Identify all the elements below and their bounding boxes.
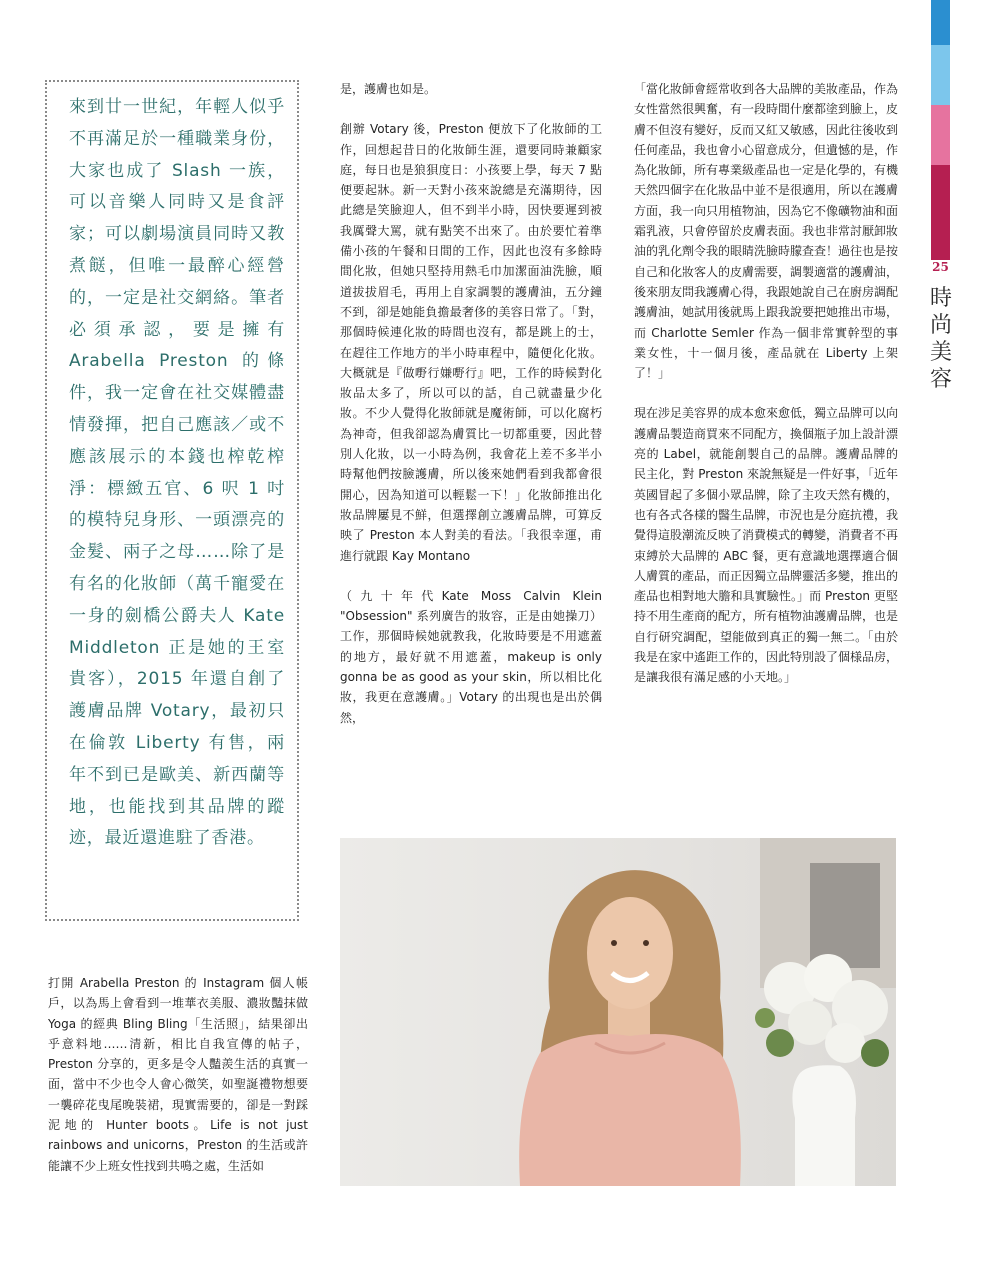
article-paragraph: （九十年代Kate Moss Calvin Klein "Obsession" 系列廣告的妝容，正是由她操刀）工作，那個時候她就教我，化妝時要是不用遮蓋的地方，最好就不用遮蓋，makeup is only gonna be as good as your skin，所以相比化妝，我更在意護膚。」Votary 的出現也是出於偶然， — [340, 588, 602, 725]
color-tab-red — [931, 165, 950, 260]
color-tab-pink — [931, 105, 950, 165]
article-paragraph: 是，護膚也如是。 — [340, 82, 437, 96]
color-tab-blue — [931, 0, 950, 45]
article-paragraph: 創辦 Votary 後，Preston 便放下了化妝師的工作，回想起昔日的化妝師生涯，還要同時兼顧家庭，每日也是狼狽度日：小孩要上學，每天 7 點便要起牀。新一天對小孩來說總是充滿期待，因此總是笑臉迎人，但不到半小時，因快要遲到被我厲聲大罵，就有點笑不出來了。由於要忙着準備小孩的午餐和日間的工作，因此也沒有多餘時間化妝，但她只堅持用熱毛巾加潔面油洗臉，順道拔拔眉毛，再用上自家調製的護膚油，五分鐘不到，卻是她能負擔最奢侈的美容日常了。「對，那個時候連化妝的時間也沒有，都是跳上的士，在趕往工作地方的半小時車程中，隨便化化妝。大概就是『做嘢行嫌嘢行』吧，工作的時候對化妝品太多了，所以可以的話，自己就盡量少化妝。不少人覺得化妝師就是魔術師，可以化腐朽為神奇，但我卻認為膚質比一切都重要，因此替別人化妝，以一小時為例，我會花上差不多半小時幫他們按臉護膚，所以後來她們看到我都會很開心，因為知道可以輕鬆一下！」化妝師推出化妝品牌屢見不鮮，但選擇創立護膚品牌，可算反映了 Preston 本人對美的看法。「我很幸運，甫進行就跟 Kay Montano — [340, 122, 602, 563]
portrait-photo — [340, 838, 896, 1186]
pull-quote-text: 來到廿一世紀，年輕人似乎不再滿足於一種職業身份，大家也成了 Slash 一族，可以音樂人同時又是食評家；可以劇場演員同時又教煮餸，但唯一最醉心經營的，一定是社交網絡。筆者必須承認，要是擁有 Arabella Preston 的條件，我一定會在社交媒體盡情發揮，把自己應該／或不應該展示的本錢也榨乾榨淨：標緻五官、6 呎 1 吋的模特兒身形、一頭漂亮的金髮、兩子之母……除了是有名的化妝師（萬千寵愛在一身的劍橋公爵夫人 Kate Middleton 正是她的王室貴客），2015 年還自創了護膚品牌 Votary，最初只在倫敦 Liberty 有售，兩年不到已是歐美、新西蘭等地，也能找到其品牌的蹤迹，最近還進駐了香港。 — [69, 97, 285, 849]
pull-quote-box — [45, 80, 299, 921]
article-column-1 — [48, 973, 308, 1176]
article-paragraph: 「當化妝師會經常收到各大品牌的美妝產品，作為女性當然很興奮，有一段時間什麼都塗到臉上，皮膚不但沒有變好，反而又紅又敏感，因此往後收到任何產品，我也會小心留意成分，但遺憾的是，作為化妝師，所有專業級產品也一定是化學的，有機天然四個字在化妝品中並不是很適用，所以在護膚方面，我一向只用植物油，因為它不像礦物油和面霜乳液，只會停留於皮膚表面。我也非常討厭卸妝油的乳化劑令我的眼睛洗臉時朦查查！過往也是按自己和化妝客人的皮膚需要，調製適當的護膚油，後來朋友問我護膚心得，我跟她說自己在廚房調配護膚油，她試用後就馬上跟我說要把她推出市場，而 Charlotte Semler 作為一個非常實幹型的事業女性，十一個月後，產品就在 Liberty 上架了！」 — [634, 82, 899, 381]
article-column-3 — [634, 79, 898, 688]
color-tab-light-blue — [931, 45, 950, 105]
article-column-2 — [340, 79, 602, 728]
article-paragraph: 現在涉足美容界的成本愈來愈低，獨立品牌可以向護膚品製造商買來不同配方，換個瓶子加上設計漂亮的 Label，就能創製自己的品牌。護膚品牌的民主化，對 Preston 來說無疑是一件好事，「近年英國冒起了多個小眾品牌，除了主攻天然有機的，也有各式各樣的醫生品牌，市況也是分庭抗禮，我覺得這股潮流反映了消費模式的轉變，消費者不再束縛於大品牌的 ABC 餐，更有意識地選擇適合個人膚質的產品，而正因獨立品牌靈活多變，推出的產品也相對地大膽和具實驗性。」而 Preston 更堅持不用生產商的配方，所有植物油護膚品牌，也是自行研究調配，望能做到真正的獨一無二。「由於我是在家中遙距工作的，因此特別設了個様品房，是讓我很有滿足感的小天地。」 — [634, 406, 899, 685]
page-number: 25 — [932, 260, 949, 274]
article-paragraph: 打開 Arabella Preston 的 Instagram 個人帳戶，以為馬上會看到一堆華衣美服、濃妝豔抹做 Yoga 的經典 Bling Bling「生活照」，結果卻出乎意料地……清新，相比自我宣傳的帖子，Preston 分享的，更多是令人豔羨生活的真實一面，當中不少也令人會心微笑，如聖誕禮物想要一襲碎花曳尾晚裝裙，現實需要的，卻是一對踩泥地的 Hunter boots。Life is not just rainbows and unicorns，Preston 的生活或許能讓不少上班女性找到共鳴之處，生活如 — [48, 976, 308, 1173]
section-label: 時尚美容 — [929, 286, 952, 392]
